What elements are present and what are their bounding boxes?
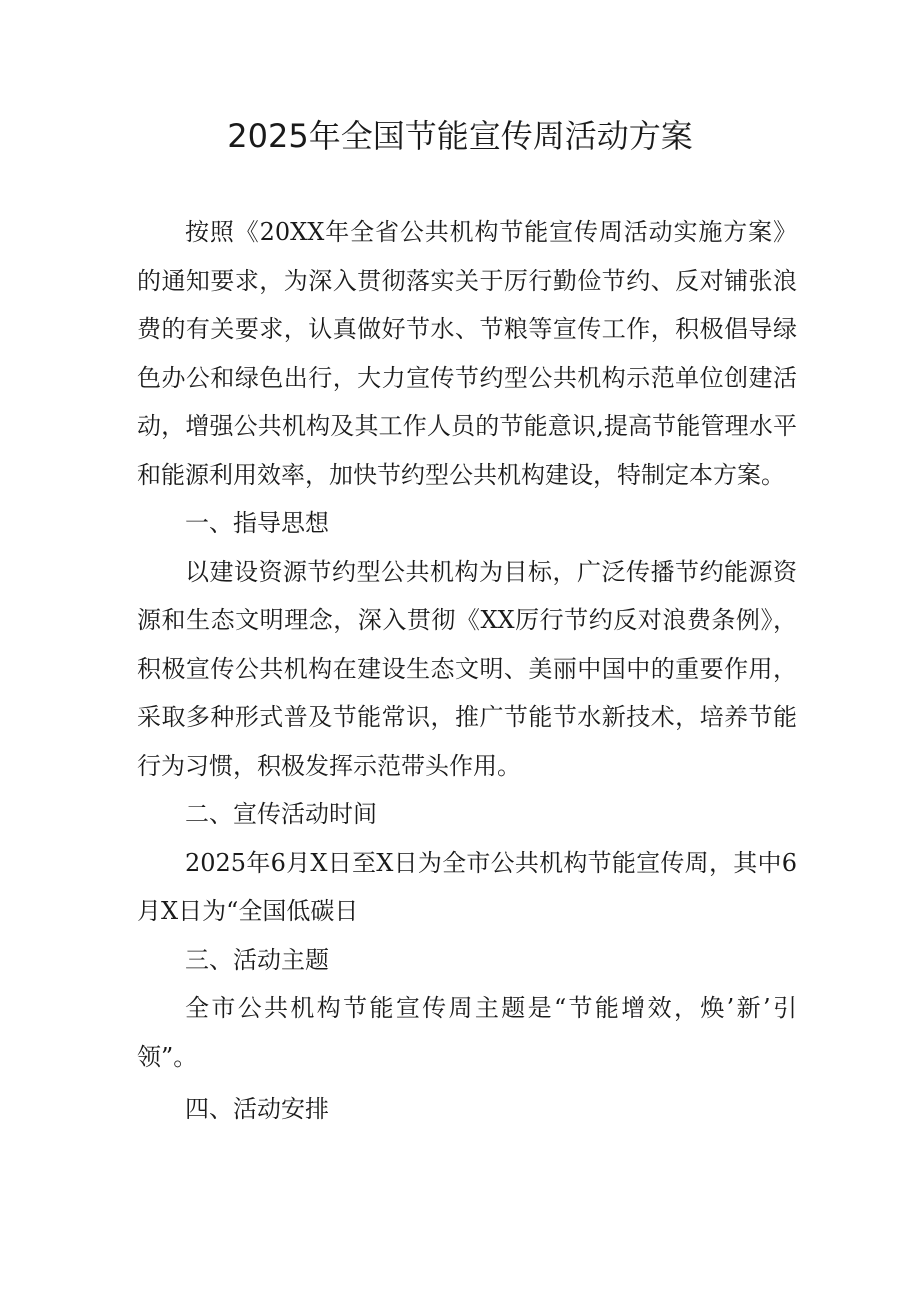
document-body <box>137 208 797 1134</box>
paragraph-theme: 全市公共机构节能宣传周主题是“节能增效，焕’新’引领”。 <box>137 994 797 1071</box>
document-title: 2025年全国节能宣传周活动方案 <box>227 117 693 155</box>
paragraph-guiding-ideology: 以建设资源节约型公共机构为目标，广泛传播节约能源资源和生态文明理念，深入贯彻《XX厉行节约反对浪费条例》，积极宣传公共机构在建设生态文明、美丽中国中的重要作用，采取多种形式普及节能常识，推广节能节水新技术，培养节能行为习惯，积极发挥示范带头作用。 <box>137 557 797 780</box>
section-heading-arrangements: 四、活动安排 <box>185 1095 329 1123</box>
section-heading-guiding-ideology: 一、指导思想 <box>185 509 329 537</box>
paragraph-campaign-time: 2025年6月X日至X日为全市公共机构节能宣传周，其中6月X日为“全国低碳日 <box>137 848 797 925</box>
section-heading-campaign-time: 二、宣传活动时间 <box>185 800 377 828</box>
section-heading-theme: 三、活动主题 <box>185 945 329 974</box>
paragraph-intro: 按照《20XX年全省公共机构节能宣传周活动实施方案》的通知要求，为深入贯彻落实关于厉行勤俭节约、反对铺张浪费的有关要求，认真做好节水、节粮等宣传工作，积极倡导绿色办公和绿色出行，大力宣传节约型公共机构示范单位创建活动，增强公共机构及其工作人员的节能意识,提高节能管理水平和能源利用效率，加快节约型公共机构建设，特制定本方案。 <box>137 218 797 489</box>
